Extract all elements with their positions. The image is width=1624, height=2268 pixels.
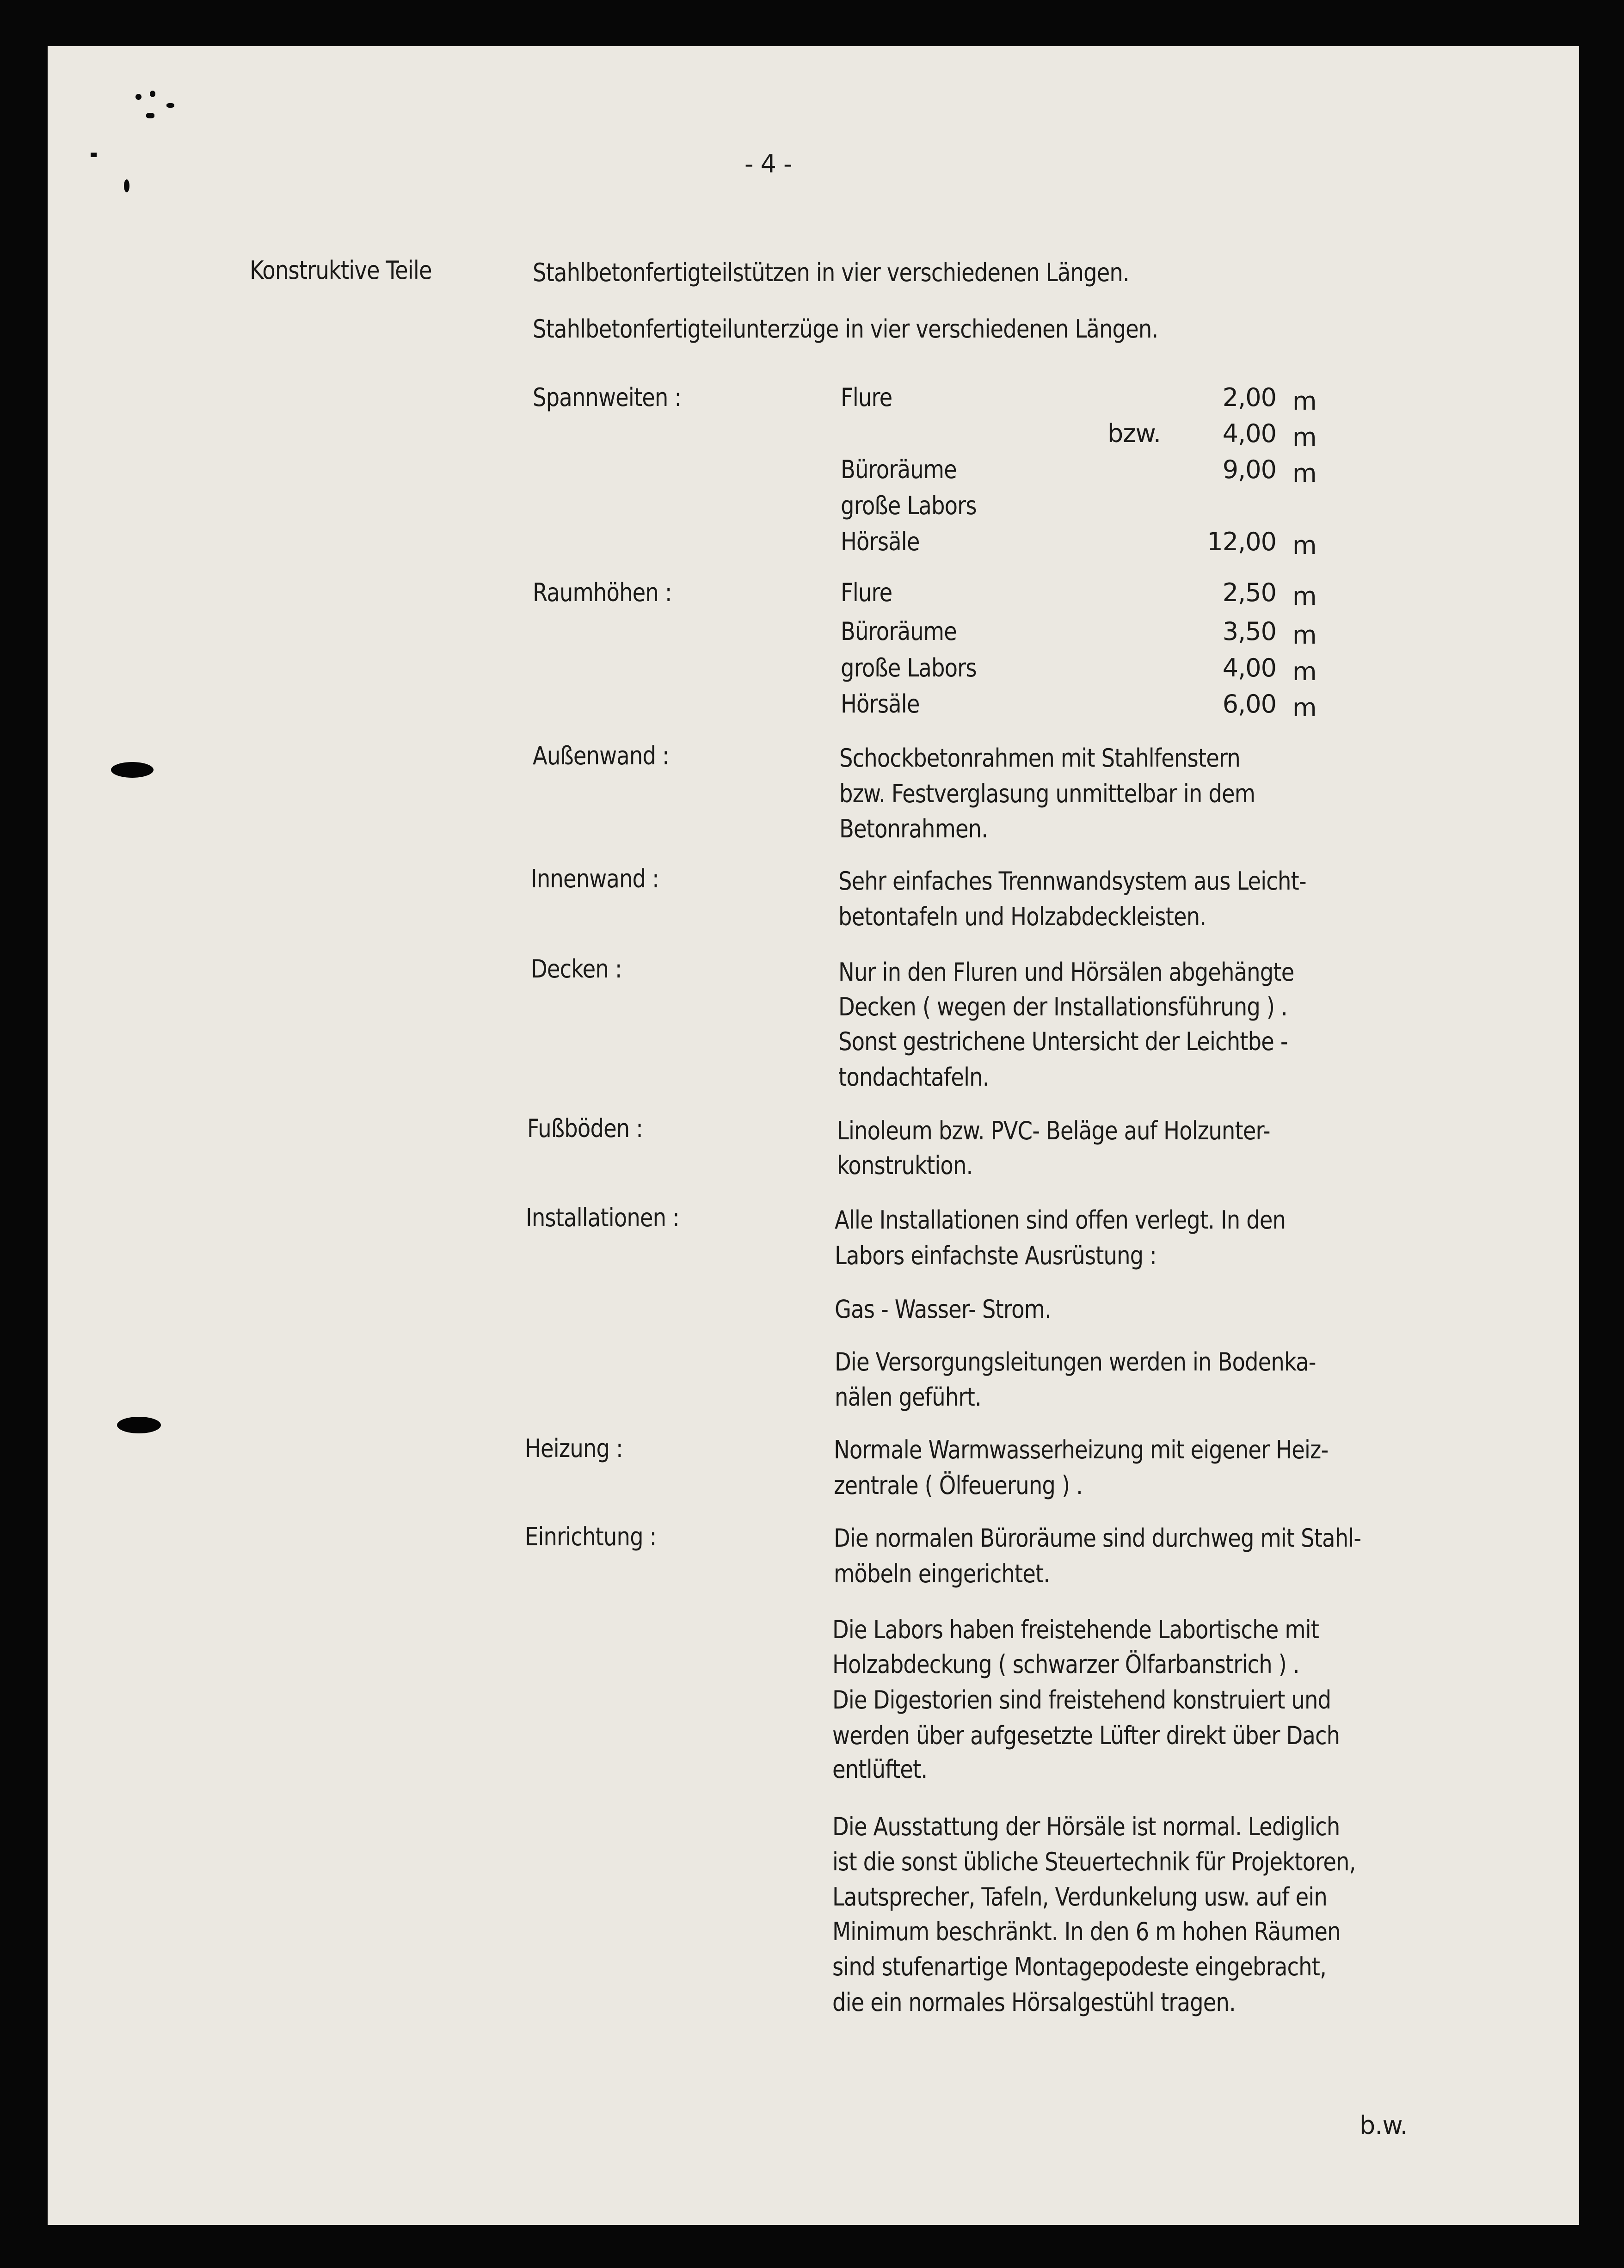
punch-hole-top (111, 762, 154, 778)
table-item: große Labors (841, 653, 977, 682)
raumhoehen-label: Raumhöhen : (533, 578, 672, 607)
einrichtung-text: Holzabdeckung ( schwarzer Ölfarbanstrich ) . (832, 1650, 1299, 1679)
decken-text: Decken ( wegen der Installationsführung ) . (838, 992, 1287, 1021)
staple-mark (146, 113, 154, 118)
innenwand-text: betontafeln und Holzabdeckleisten. (838, 902, 1206, 931)
decken-text: Nur in den Fluren und Hörsälen abgehängte (838, 958, 1294, 987)
table-item: Büroräume (841, 617, 957, 646)
table-value: 4,00 (1222, 653, 1276, 682)
decken-text: tondachtafeln. (838, 1063, 989, 1092)
einrichtung-text: Die Labors haben freistehende Labortische mit (832, 1615, 1319, 1644)
section-label: Konstruktive Teile (250, 256, 432, 285)
table-unit: m (1292, 459, 1316, 488)
table-prefix: bzw. (1107, 419, 1161, 448)
table-item: Flure (841, 578, 892, 607)
page-number: - 4 - (744, 149, 792, 178)
installationen-text: Die Versorgungsleitungen werden in Bodenka- (835, 1347, 1316, 1377)
aussenwand-label: Außenwand : (533, 741, 669, 770)
fussboeden-text: Linoleum bzw. PVC- Beläge auf Holzunter- (837, 1116, 1270, 1145)
table-item: Büroräume (841, 455, 957, 484)
installationen-text: Gas - Wasser- Strom. (835, 1295, 1051, 1324)
table-item: Hörsäle (841, 527, 920, 556)
einrichtung-text: die ein normales Hörsalgestühl tragen. (832, 1988, 1236, 2017)
table-item: Flure (841, 383, 892, 412)
einrichtung-text: Die Ausstattung der Hörsäle ist normal. Lediglich (832, 1812, 1340, 1841)
table-value: 3,50 (1222, 617, 1276, 646)
table-value: 2,50 (1222, 578, 1276, 607)
installationen-text: Labors einfachste Ausrüstung : (835, 1241, 1156, 1270)
continued-note: b.w. (1359, 2111, 1408, 2140)
staple-mark (150, 91, 155, 97)
table-unit: m (1292, 693, 1316, 722)
decken-label: Decken : (531, 954, 622, 983)
spannweiten-label: Spannweiten : (533, 383, 682, 412)
aussenwand-text: bzw. Festverglasung unmittelbar in dem (839, 779, 1255, 808)
table-item: Hörsäle (841, 689, 920, 719)
table-value: 4,00 (1222, 419, 1276, 448)
table-item: große Labors (841, 491, 977, 520)
einrichtung-label: Einrichtung : (525, 1522, 657, 1551)
table-unit: m (1292, 531, 1316, 560)
table-unit: m (1292, 657, 1316, 686)
staple-mark (91, 153, 97, 157)
table-unit: m (1292, 582, 1316, 611)
aussenwand-text: Schockbetonrahmen mit Stahlfenstern (839, 744, 1240, 773)
installationen-label: Installationen : (526, 1203, 679, 1232)
einrichtung-text: sind stufenartige Montagepodeste eingebracht, (832, 1952, 1326, 1981)
aussenwand-text: Betonrahmen. (839, 814, 988, 843)
einrichtung-text: entlüftet. (832, 1755, 928, 1784)
einrichtung-text: werden über aufgesetzte Lüfter direkt über Dach (832, 1721, 1340, 1750)
table-value: 9,00 (1222, 455, 1276, 484)
staple-mark (124, 179, 129, 192)
punch-hole-bottom (117, 1417, 161, 1433)
einrichtung-text: ist die sonst übliche Steuertechnik für Projektoren, (832, 1847, 1356, 1876)
einrichtung-text: Lautsprecher, Tafeln, Verdunkelung usw. auf ein (832, 1882, 1327, 1912)
table-unit: m (1292, 621, 1316, 650)
innenwand-label: Innenwand : (531, 864, 659, 893)
innenwand-text: Sehr einfaches Trennwandsystem aus Leicht- (838, 867, 1306, 896)
heizung-text: zentrale ( Ölfeuerung ) . (834, 1471, 1083, 1500)
intro-line: Stahlbetonfertigteilstützen in vier verschiedenen Längen. (533, 258, 1129, 287)
fussboeden-text: konstruktion. (837, 1151, 973, 1180)
table-value: 12,00 (1207, 527, 1276, 556)
fussboeden-label: Fußböden : (527, 1114, 643, 1143)
document-page (48, 46, 1579, 2225)
table-unit: m (1292, 423, 1316, 452)
table-value: 6,00 (1222, 689, 1276, 719)
einrichtung-text: möbeln eingerichtet. (834, 1559, 1050, 1588)
heizung-label: Heizung : (525, 1434, 623, 1463)
table-value: 2,00 (1222, 383, 1276, 412)
intro-line: Stahlbetonfertigteilunterzüge in vier verschiedenen Längen. (533, 314, 1158, 344)
einrichtung-text: Minimum beschränkt. In den 6 m hohen Räumen (832, 1917, 1341, 1946)
einrichtung-text: Die normalen Büroräume sind durchweg mit Stahl- (834, 1524, 1361, 1553)
installationen-text: nälen geführt. (835, 1383, 981, 1412)
heizung-text: Normale Warmwasserheizung mit eigener Heiz- (834, 1435, 1329, 1464)
table-unit: m (1292, 387, 1316, 416)
einrichtung-text: Die Digestorien sind freistehend konstruiert und (832, 1685, 1331, 1715)
staple-mark (166, 103, 174, 108)
decken-text: Sonst gestrichene Untersicht der Leichtbe - (838, 1027, 1288, 1056)
installationen-text: Alle Installationen sind offen verlegt. In den (835, 1205, 1286, 1235)
staple-mark (135, 94, 141, 100)
